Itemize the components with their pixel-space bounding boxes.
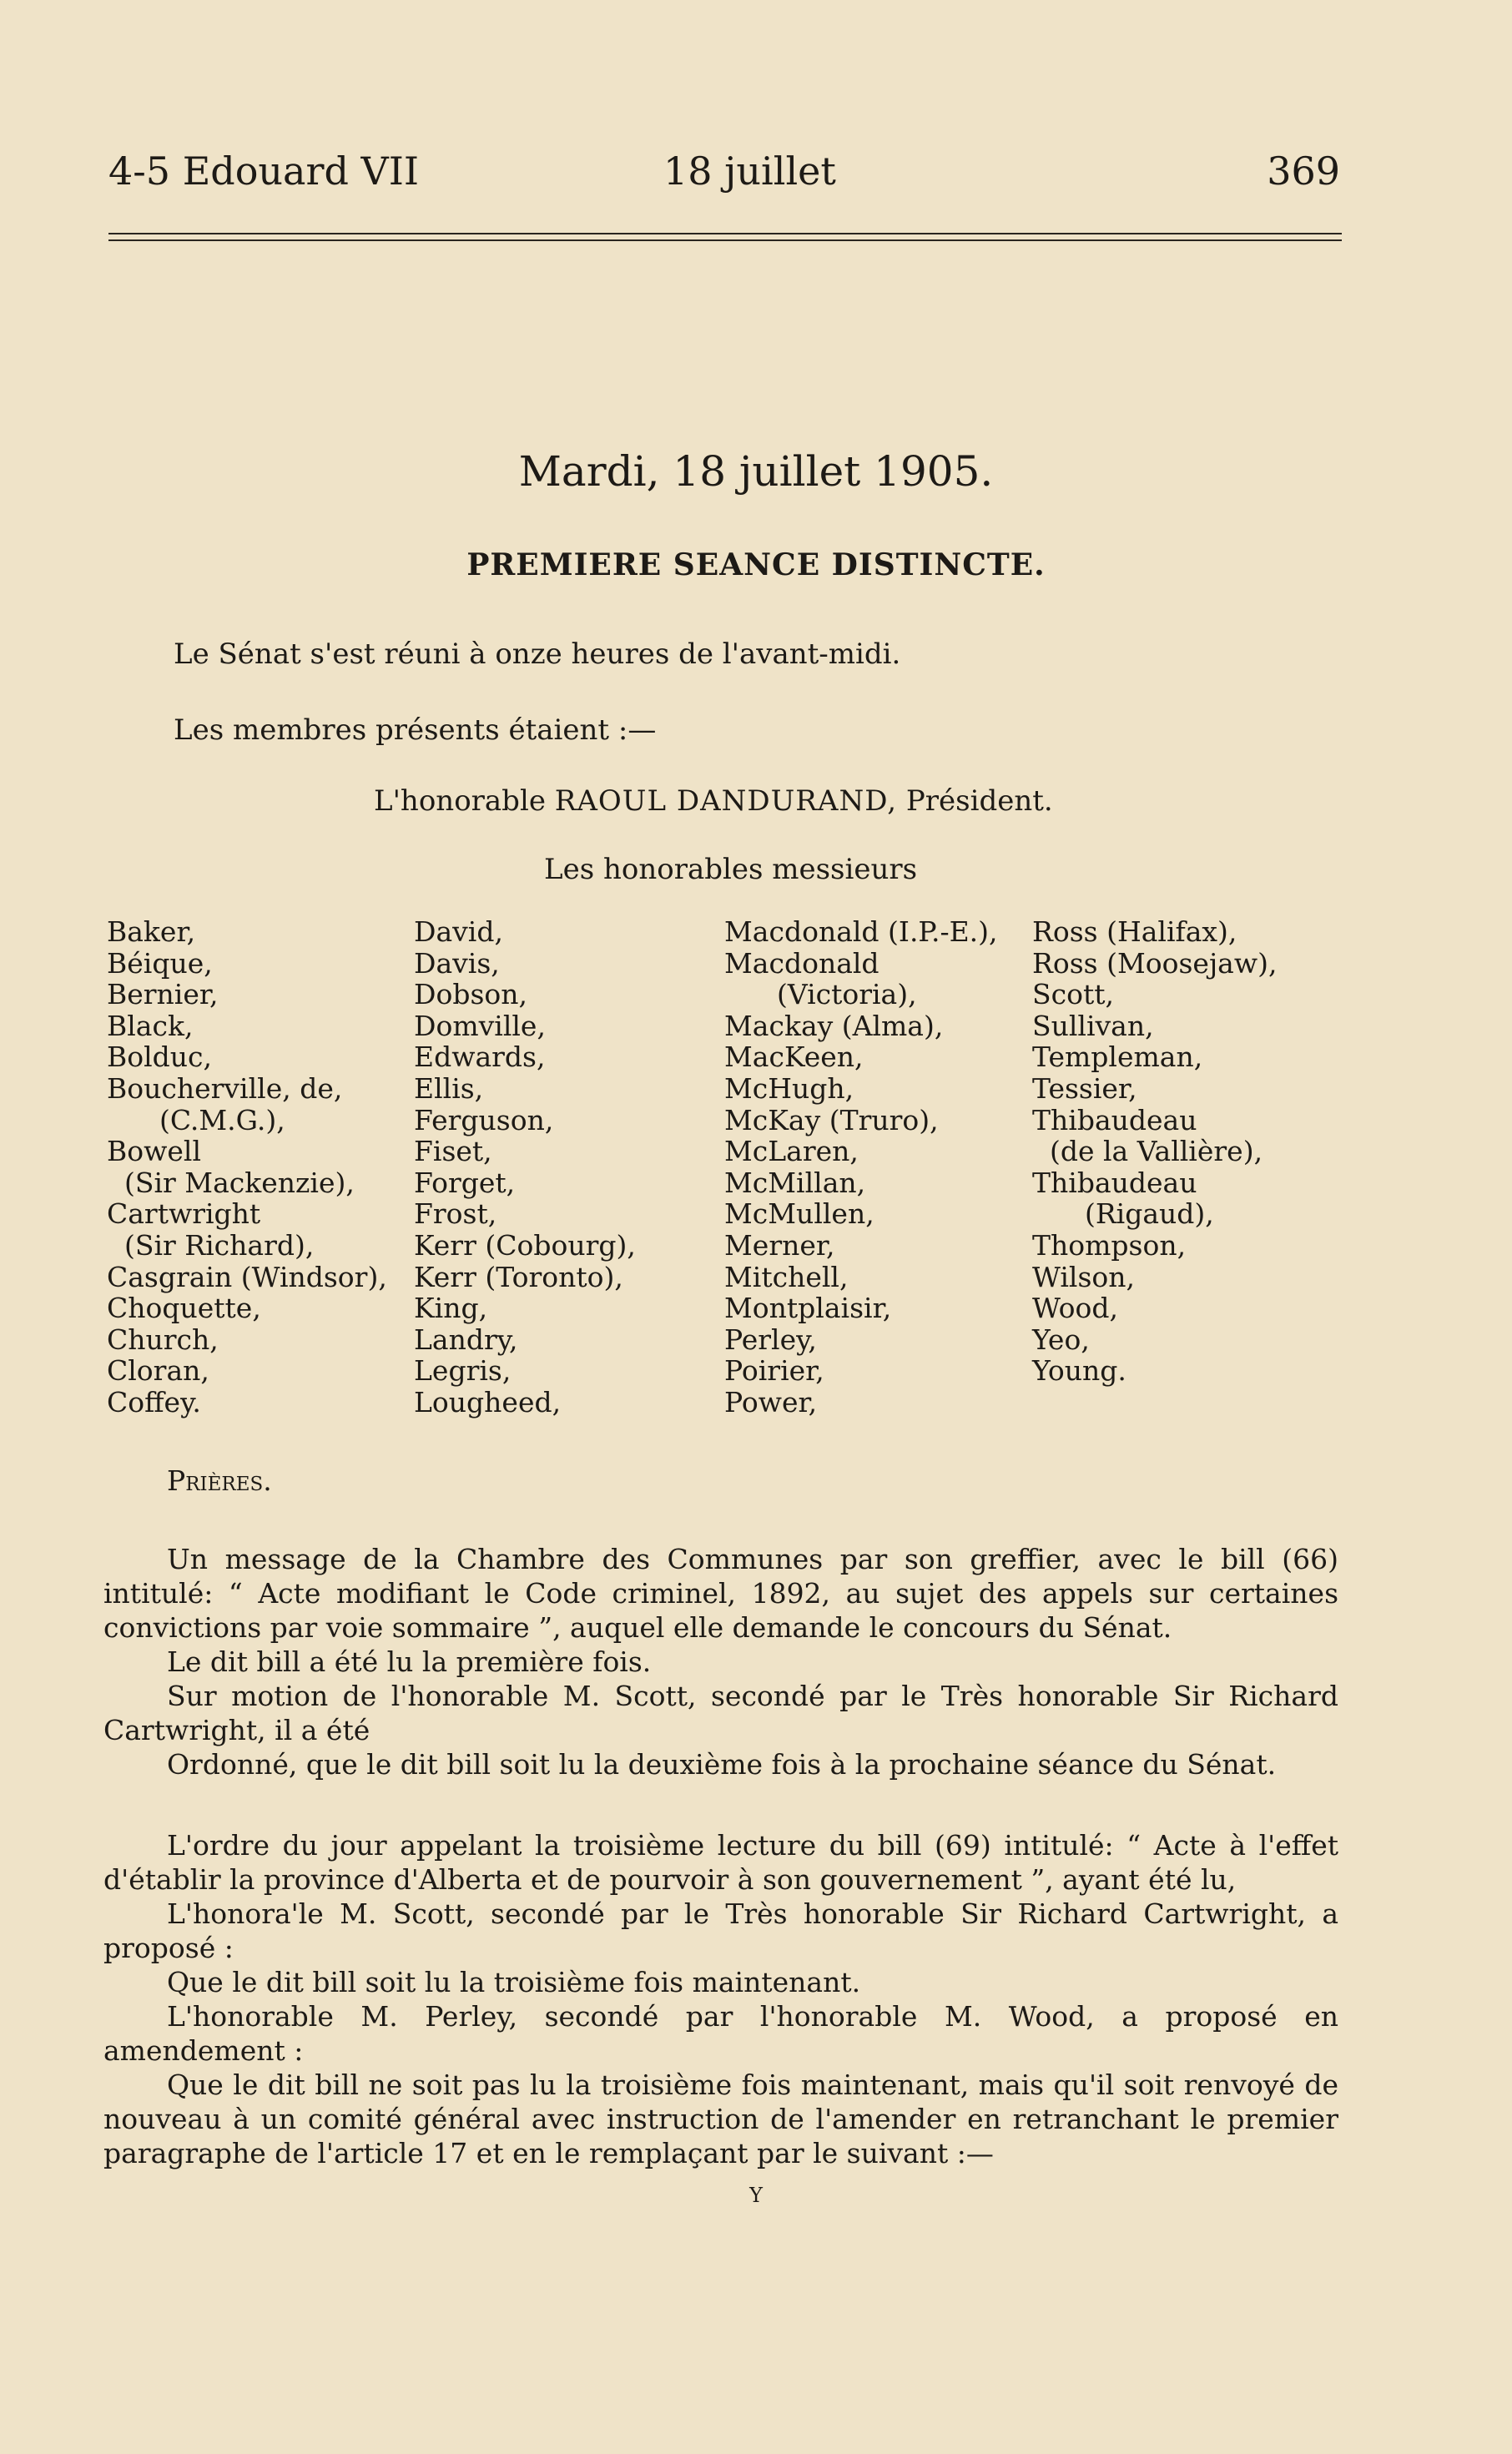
running-head xyxy=(108,149,1340,199)
paragraph: Que le dit bill soit lu la troisième fois maintenant. xyxy=(167,1966,861,1998)
member-entry: Frost, xyxy=(414,1197,497,1231)
member-entry: Thompson, xyxy=(1032,1228,1187,1262)
member-entry: (C.M.G.), xyxy=(107,1103,285,1136)
member-entry: Power, xyxy=(724,1385,818,1418)
date-heading: 18 juillet xyxy=(663,149,836,194)
member-entry: Davis, xyxy=(414,946,500,980)
members-column-2 xyxy=(414,916,636,1418)
members-column-3 xyxy=(724,916,998,1418)
member-entry: Kerr (Toronto), xyxy=(414,1260,623,1293)
member-entry: (Sir Mackenzie), xyxy=(107,1166,355,1199)
member-entry: (Rigaud), xyxy=(1032,1197,1214,1231)
member-entry: McLaren, xyxy=(724,1135,859,1168)
member-entry: Fiset, xyxy=(414,1135,492,1168)
members-column-4 xyxy=(1032,916,1277,1387)
member-entry: Bernier, xyxy=(107,978,219,1011)
member-entry: McHugh, xyxy=(724,1071,854,1105)
president-name: RAOUL DANDURAND, xyxy=(554,784,898,818)
member-entry: Choquette, xyxy=(107,1292,261,1325)
member-entry: Lougheed, xyxy=(414,1385,562,1418)
member-entry: McKay (Truro), xyxy=(724,1103,939,1136)
member-entry: (Victoria), xyxy=(724,978,917,1011)
member-entry: Montplaisir, xyxy=(724,1292,892,1325)
member-entry: Wood, xyxy=(1032,1292,1119,1325)
member-entry: McMillan, xyxy=(724,1166,866,1199)
member-entry: Bowell xyxy=(107,1135,202,1168)
member-entry: MacKeen, xyxy=(724,1041,864,1074)
paragraph: L'ordre du jour appelant la troisième lecture du bill (69) intitulé: “ Acte à l'effet d'établir la province d'Alberta et de pourvoir à son gouvernement ”, ayant été lu, xyxy=(103,1829,1338,1896)
member-entry: Thibaudeau xyxy=(1032,1166,1197,1199)
member-entry: Landry, xyxy=(414,1323,518,1356)
member-entry: Thibaudeau xyxy=(1032,1103,1197,1136)
paragraph: L'honora'le M. Scott, secondé par le Très honorable Sir Richard Cartwright, a proposé : xyxy=(103,1897,1338,1964)
member-entry: David, xyxy=(414,915,503,948)
member-entry: Tessier, xyxy=(1032,1071,1137,1105)
paragraph: Un message de la Chambre des Communes par son greffier, avec le bill (66) intitulé: “ Acte modifiant le Code criminel, 1892, au sujet des appels sur certaines convictions par voie sommaire ”, auquel elle demande le concours du Sénat. xyxy=(103,1543,1338,1644)
member-entry: (Sir Richard), xyxy=(107,1228,315,1262)
member-entry: Ellis, xyxy=(414,1071,484,1105)
member-entry: Ferguson, xyxy=(414,1103,554,1136)
member-entry: Sullivan, xyxy=(1032,1009,1154,1042)
member-entry: Casgrain (Windsor), xyxy=(107,1260,387,1293)
member-entry: Poirier, xyxy=(724,1354,824,1388)
paragraph: Que le dit bill ne soit pas lu la troisième fois maintenant, mais qu'il soit renvoyé de nouveau à un comité général avec instruction de l'amender en retranchant le premier paragraphe de l'article 17 et en le remplaçant par le suivant :— xyxy=(103,2069,1338,2169)
member-entry: Church, xyxy=(107,1323,219,1356)
page-number: 369 xyxy=(1267,149,1340,194)
member-entry: Young. xyxy=(1032,1354,1126,1388)
paragraph: Le dit bill a été lu la première fois. xyxy=(167,1645,652,1678)
member-entry: Bolduc, xyxy=(107,1041,213,1074)
member-entry: Kerr (Cobourg), xyxy=(414,1228,636,1262)
member-entry: Domville, xyxy=(414,1009,546,1042)
message-block xyxy=(103,1542,1338,1781)
paragraph: Sur motion de l'honorable M. Scott, secondé par le Très honorable Sir Richard Cartwright, il a été xyxy=(103,1680,1338,1746)
member-entry: Baker, xyxy=(107,915,196,948)
member-entry: Merner, xyxy=(724,1228,835,1262)
member-entry: McMullen, xyxy=(724,1197,874,1231)
member-entry: (de la Vallière), xyxy=(1032,1135,1263,1168)
member-entry: Macdonald (I.P.-E.), xyxy=(724,915,998,948)
member-entry: Ross (Halifax), xyxy=(1032,915,1237,948)
member-entry: Macdonald xyxy=(724,946,879,980)
messieurs-heading: Les honorables messieurs xyxy=(544,853,918,886)
member-entry: King, xyxy=(414,1292,488,1325)
prieres-heading: Prières. xyxy=(167,1464,272,1497)
member-entry: Templeman, xyxy=(1032,1041,1203,1074)
president-prefix: L'honorable xyxy=(374,784,546,818)
member-entry: Cartwright xyxy=(107,1197,261,1231)
header-rule-bottom xyxy=(108,239,1342,241)
member-entry: Legris, xyxy=(414,1354,512,1388)
member-entry: Ross (Moosejaw), xyxy=(1032,946,1278,980)
paragraph: L'honorable M. Perley, secondé par l'honorable M. Wood, a proposé en amendement : xyxy=(103,2000,1338,2067)
member-entry: Mitchell, xyxy=(724,1260,849,1293)
session-label: 4-5 Edouard VII xyxy=(108,149,420,194)
sitting-date-title: Mardi, 18 juillet 1905. xyxy=(518,447,994,496)
member-entry: Black, xyxy=(107,1009,194,1042)
member-entry: Wilson, xyxy=(1032,1260,1135,1293)
member-entry: Boucherville, de, xyxy=(107,1071,343,1105)
ordre-du-jour-block xyxy=(103,1828,1338,2170)
member-entry: Cloran, xyxy=(107,1354,209,1388)
paragraph: Ordonné, que le dit bill soit lu la deuxième fois à la prochaine séance du Sénat. xyxy=(167,1748,1277,1781)
member-entry: Edwards, xyxy=(414,1041,546,1074)
members-column-1 xyxy=(107,916,387,1418)
member-entry: Forget, xyxy=(414,1166,516,1199)
header-rule-top xyxy=(108,233,1342,234)
meeting-statement: Le Sénat s'est réuni à onze heures de l'avant-midi. xyxy=(174,637,901,671)
member-entry: Scott, xyxy=(1032,978,1114,1011)
seance-title: PREMIERE SEANCE DISTINCTE. xyxy=(466,547,1046,582)
member-entry: Béique, xyxy=(107,946,213,980)
member-entry: Perley, xyxy=(724,1323,817,1356)
member-entry: Mackay (Alma), xyxy=(724,1009,944,1042)
member-entry: Yeo, xyxy=(1032,1323,1090,1356)
members-intro: Les membres présents étaient :— xyxy=(174,713,657,747)
president-line xyxy=(374,784,1053,818)
signature-mark: Y xyxy=(749,2184,763,2207)
member-entry: Coffey. xyxy=(107,1385,201,1418)
president-title: Président. xyxy=(905,784,1053,818)
member-entry: Dobson, xyxy=(414,978,527,1011)
